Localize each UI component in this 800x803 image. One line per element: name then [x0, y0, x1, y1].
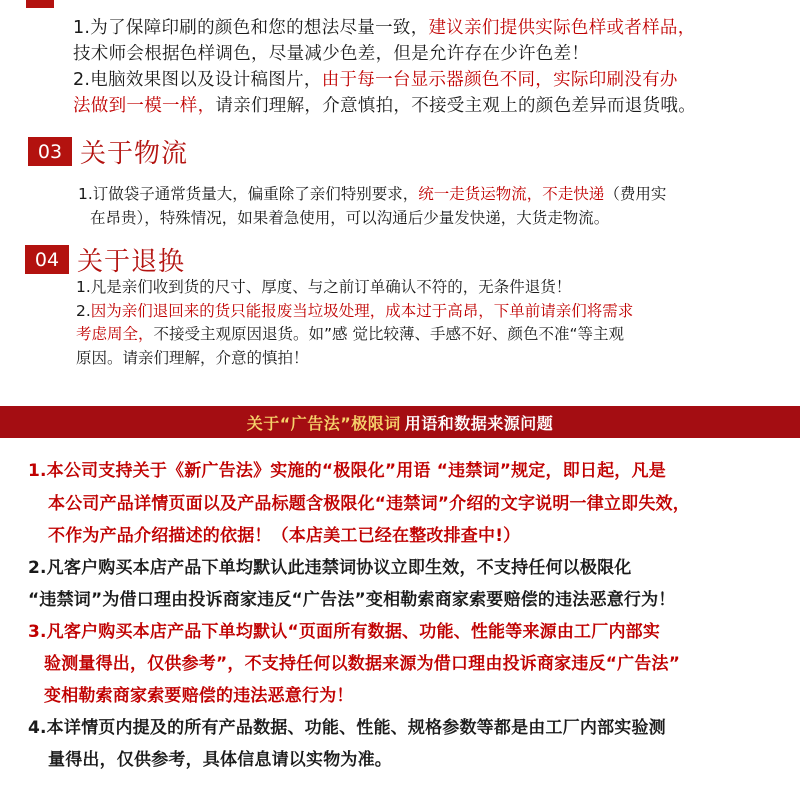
paragraph-line: [73, 14, 696, 39]
highlight-text: 1.本公司支持关于《新广告法》实施的“极限化”用语 “违禁词”规定，即日起，凡是: [28, 461, 666, 481]
paragraph-line: [78, 182, 666, 204]
ad-law-banner: [0, 406, 800, 438]
notice-line: [48, 521, 520, 546]
body-text: 4.本详情页内提及的所有产品数据、功能、性能、规格参数等都是由工厂内部实验测: [28, 718, 666, 738]
highlight-text: 统一走货运物流，不走快递: [418, 185, 605, 203]
highlight-text: 由于每一台显示器颜色不同，实际印刷没有办: [321, 70, 678, 90]
body-text: （费用实: [604, 185, 667, 203]
paragraph-line: [76, 299, 633, 321]
section-title: 关于物流: [80, 139, 189, 169]
body-text: 请亲们理解，介意慎拍，不接受主观上的颜色差异而退货哦。: [215, 96, 697, 116]
logistics-section-header: [28, 133, 188, 170]
body-text: 2.凡客户购买本店产品下单均默认此违禁词协议立即生效，不支持任何以极限化: [28, 558, 632, 578]
body-text: “违禁词”为借口理由投诉商家违反“广告法”变相勒索商家索要赔偿的违法恶意行为！: [28, 590, 676, 610]
paragraph-line: [76, 322, 624, 344]
highlight-text: 验测量得出，仅供参考”，不支持任何以数据来源为借口理由投诉商家违反“广告法”: [44, 654, 681, 674]
body-text: 2.电脑效果图以及设计稿图片，: [73, 70, 322, 90]
highlight-text: 建议亲们提供实际色样或者样品，: [428, 18, 696, 38]
body-text: 不接受主观原因退货。如”感 觉比较薄、手感不好、颜色不准“等主观: [153, 325, 625, 343]
highlight-text: 变相勒索商家索要赔偿的违法恶意行为！: [44, 686, 354, 706]
body-text: 在昂贵），特殊情况，如果着急使用，可以沟通后少量发快递，大货走物流。: [90, 209, 610, 227]
body-text: 技术师会根据色样调色，尽量减少色差，但是允许存在少许色差！: [73, 44, 590, 64]
section-number-badge-cropped: [26, 0, 54, 8]
highlight-text: 因为亲们退回来的货只能报废当垃圾处理，成本过于高昂，下单前请亲们将需求: [90, 302, 634, 320]
highlight-text: 本公司产品详情页面以及产品标题含极限化“违禁词”介绍的文字说明一律立即失效，: [48, 494, 690, 514]
body-text: 1.为了保障印刷的颜色和您的想法尽量一致，: [73, 18, 429, 38]
highlight-text: 不作为产品介绍描述的依据！（本店美工已经在整改排查中!）: [48, 526, 521, 546]
section-number: 03: [28, 137, 72, 166]
banner-text: 用语和数据来源问题: [404, 413, 554, 433]
notice-line: [48, 489, 690, 514]
notice-line: [28, 713, 666, 738]
paragraph-line: [73, 92, 696, 117]
section-title: 关于退换: [77, 247, 186, 277]
notice-line: [48, 745, 392, 770]
body-text: 原因。请亲们理解，介意的慎拍！: [76, 349, 309, 367]
notice-line: [44, 649, 680, 674]
paragraph-line: [90, 206, 609, 228]
paragraph-line: [76, 346, 309, 368]
notice-line: [28, 553, 632, 578]
banner-highlight: 关于“广告法”极限词: [246, 413, 401, 433]
body-text: 1.凡是亲们收到货的尺寸、厚度、与之前订单确认不符的，无条件退货！: [76, 278, 572, 296]
paragraph-line: [76, 275, 571, 297]
highlight-text: 考虑周全，: [76, 325, 154, 343]
notice-line: [28, 456, 666, 481]
section-number: 04: [25, 245, 69, 274]
notice-line: [44, 681, 354, 706]
body-text: 1.订做袋子通常货量大，偏重除了亲们特别要求，: [78, 185, 419, 203]
body-text: 2.: [76, 302, 91, 320]
notice-line: [28, 617, 660, 642]
notice-line: [28, 585, 676, 610]
highlight-text: 3.凡客户购买本店产品下单均默认“页面所有数据、功能、性能等来源由工厂内部实: [28, 622, 661, 642]
paragraph-line: [73, 40, 589, 65]
returns-section-header: [25, 241, 185, 278]
body-text: 量得出，仅供参考，具体信息请以实物为准。: [48, 750, 392, 770]
paragraph-line: [73, 66, 678, 91]
highlight-text: 法做到一模一样，: [73, 96, 216, 116]
